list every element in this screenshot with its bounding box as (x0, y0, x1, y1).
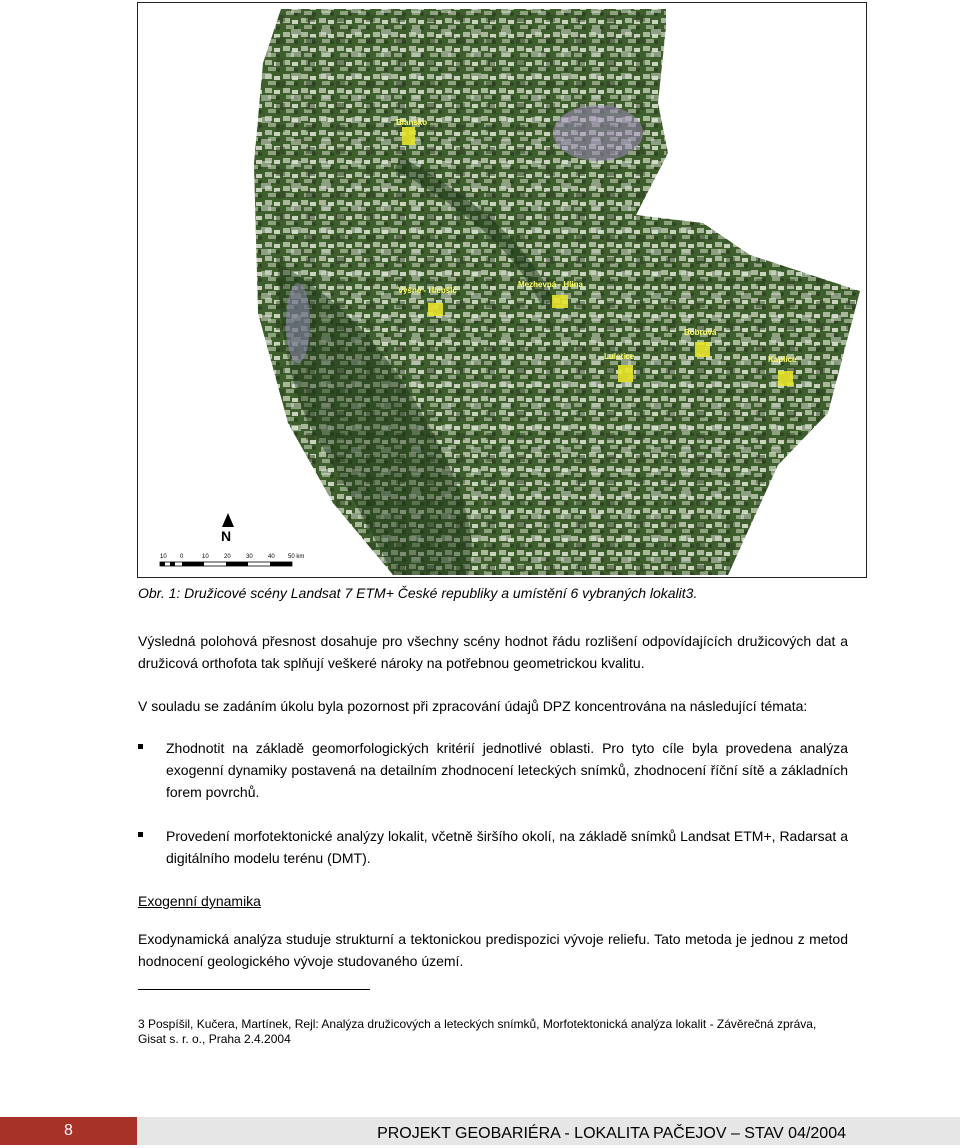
scale-bar (160, 554, 304, 566)
footer-bar (137, 1117, 960, 1145)
section-paragraph: Exodynamická analýza studuje strukturní a tektonickou predispozici vývoje reliefu. Tato metoda je jednou z metod hodnocení geologického vývoje studovaného území. (138, 931, 848, 969)
paragraph-accuracy: Výsledná polohová přesnost dosahuje pro všechny scény hodnot řádu rozlišení odpovídajících družicových dat a družicová orthofota tak splňují veškeré nároky na potřebnou geometrickou kvalitu. (138, 633, 848, 671)
site-label-3: Mezhevná - Hlina (518, 280, 583, 289)
list-item-text: Zhodnotit na základě geomorfologických kritérií jednotlivé oblasti. Pro tyto cíle byla provedena analýza exogenní dynamiky postavená na detailním zhodnocení leteckých snímků, zhodnocení říční sítě a základních forem povrchů. (166, 740, 848, 800)
footnote-divider (138, 989, 370, 990)
scale-tick: 40 (268, 554, 275, 560)
figure-caption: Obr. 1: Družicové scény Landsat 7 ETM+ České republiky a umístění 6 vybraných lokalit3. (138, 585, 698, 601)
north-arrow-icon (221, 513, 234, 544)
scale-tick: 0 (180, 554, 184, 560)
site-label-6: Luletice (604, 352, 635, 361)
scale-tick: 50 km (288, 554, 305, 560)
satellite-map (138, 3, 866, 577)
footer-title: PROJEKT GEOBARIÉRA - LOKALITA PAČEJOV – STAV 04/2004 (377, 1125, 846, 1142)
scale-tick: 10 (160, 554, 167, 560)
page-number: 8 (0, 1117, 137, 1145)
site-label-4: Bobrová (684, 328, 717, 337)
scale-tick: 20 (224, 554, 231, 560)
site-label-5: Kaplice (768, 355, 797, 364)
bullet-icon (138, 832, 143, 837)
section-heading: Exogenní dynamika (138, 893, 261, 909)
scale-tick: 30 (246, 554, 253, 560)
north-label: N (221, 528, 232, 544)
bullet-icon (138, 744, 143, 749)
site-label-2: Vyšné - Hlebšič (398, 286, 457, 295)
paragraph-topics: V souladu se zadáním úkolu byla pozornost při zpracování údajů DPZ koncentrována na následující témata: (138, 698, 808, 714)
list-item-text: Provedení morfotektonické analýzy lokalit, včetně širšího okolí, na základě snímků Landsat ETM+, Radarsat a digitálního modelu terénu (DMT). (166, 828, 848, 866)
list-item (138, 737, 848, 803)
list-item (138, 825, 848, 869)
site-label-1: Blansko (396, 118, 428, 127)
satellite-figure (137, 2, 867, 578)
footnote: 3 Pospíšil, Kučera, Martínek, Rejl: Analýza družicových a leteckých snímků, Morfotektonická analýza lokalit - Závěrečná zpráva, Gisat s. r. o., Praha 2.4.2004 (138, 1017, 817, 1046)
scale-tick: 10 (202, 554, 209, 560)
